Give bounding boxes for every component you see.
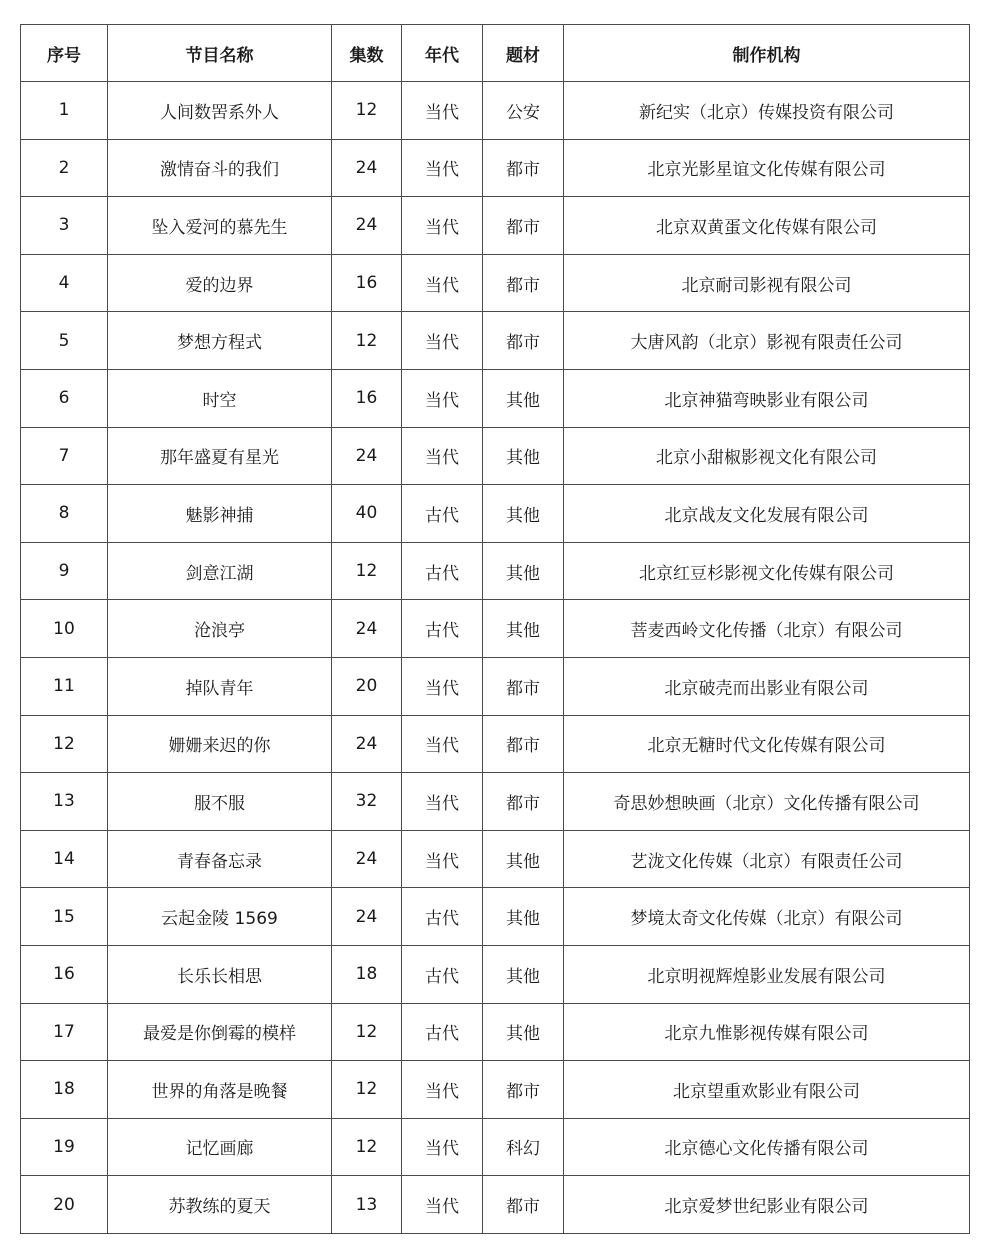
cell-index: 11 [21, 657, 108, 715]
cell-era: 古代 [402, 1003, 483, 1061]
table-row [21, 485, 970, 543]
cell-title: 最爱是你倒霉的模样 [108, 1003, 332, 1061]
header-episodes: 集数 [332, 25, 402, 82]
cell-genre: 其他 [483, 1003, 564, 1061]
table-row [21, 312, 970, 370]
cell-index: 16 [21, 945, 108, 1003]
cell-genre: 科幻 [483, 1118, 564, 1176]
cell-genre: 都市 [483, 197, 564, 255]
table-row [21, 197, 970, 255]
cell-genre: 其他 [483, 369, 564, 427]
cell-title: 爱的边界 [108, 254, 332, 312]
cell-index: 13 [21, 773, 108, 831]
cell-era: 当代 [402, 139, 483, 197]
cell-producer: 北京爱梦世纪影业有限公司 [564, 1176, 970, 1234]
cell-index: 10 [21, 600, 108, 658]
cell-episodes: 12 [332, 82, 402, 140]
cell-genre: 其他 [483, 542, 564, 600]
cell-title: 那年盛夏有星光 [108, 427, 332, 485]
table-row [21, 1176, 970, 1234]
cell-era: 当代 [402, 312, 483, 370]
cell-producer: 新纪实（北京）传媒投资有限公司 [564, 82, 970, 140]
cell-title: 苏教练的夏天 [108, 1176, 332, 1234]
cell-title: 长乐长相思 [108, 945, 332, 1003]
cell-episodes: 12 [332, 1118, 402, 1176]
cell-era: 当代 [402, 197, 483, 255]
cell-producer: 北京破壳而出影业有限公司 [564, 657, 970, 715]
table-row [21, 888, 970, 946]
table-body [21, 82, 970, 1234]
cell-producer: 北京红豆杉影视文化传媒有限公司 [564, 542, 970, 600]
cell-era: 当代 [402, 254, 483, 312]
header-era: 年代 [402, 25, 483, 82]
cell-producer: 北京望重欢影业有限公司 [564, 1061, 970, 1119]
cell-title: 青春备忘录 [108, 830, 332, 888]
cell-genre: 其他 [483, 888, 564, 946]
table-row [21, 600, 970, 658]
cell-title: 剑意江湖 [108, 542, 332, 600]
cell-producer: 北京明视辉煌影业发展有限公司 [564, 945, 970, 1003]
cell-episodes: 13 [332, 1176, 402, 1234]
cell-producer: 北京九惟影视传媒有限公司 [564, 1003, 970, 1061]
cell-title: 魅影神捕 [108, 485, 332, 543]
cell-era: 古代 [402, 600, 483, 658]
table-row [21, 1003, 970, 1061]
table-row [21, 715, 970, 773]
cell-era: 当代 [402, 830, 483, 888]
table-row [21, 657, 970, 715]
header-index: 序号 [21, 25, 108, 82]
cell-index: 12 [21, 715, 108, 773]
cell-era: 当代 [402, 715, 483, 773]
cell-title: 姗姗来迟的你 [108, 715, 332, 773]
cell-genre: 都市 [483, 139, 564, 197]
cell-genre: 都市 [483, 657, 564, 715]
cell-index: 18 [21, 1061, 108, 1119]
cell-episodes: 24 [332, 427, 402, 485]
cell-producer: 北京无糖时代文化传媒有限公司 [564, 715, 970, 773]
cell-producer: 艺泷文化传媒（北京）有限责任公司 [564, 830, 970, 888]
cell-producer: 北京双黄蛋文化传媒有限公司 [564, 197, 970, 255]
cell-genre: 都市 [483, 773, 564, 831]
cell-title: 世界的角落是晚餐 [108, 1061, 332, 1119]
cell-title: 掉队青年 [108, 657, 332, 715]
cell-episodes: 24 [332, 600, 402, 658]
table-row [21, 773, 970, 831]
cell-index: 6 [21, 369, 108, 427]
cell-producer: 梦境太奇文化传媒（北京）有限公司 [564, 888, 970, 946]
cell-producer: 北京战友文化发展有限公司 [564, 485, 970, 543]
header-producer: 制作机构 [564, 25, 970, 82]
cell-episodes: 12 [332, 542, 402, 600]
cell-title: 时空 [108, 369, 332, 427]
cell-era: 当代 [402, 1176, 483, 1234]
cell-episodes: 24 [332, 830, 402, 888]
cell-episodes: 24 [332, 715, 402, 773]
cell-index: 5 [21, 312, 108, 370]
cell-era: 当代 [402, 427, 483, 485]
cell-episodes: 24 [332, 139, 402, 197]
cell-producer: 大唐风韵（北京）影视有限责任公司 [564, 312, 970, 370]
cell-genre: 都市 [483, 1176, 564, 1234]
cell-index: 19 [21, 1118, 108, 1176]
table-header-row [21, 25, 970, 82]
table-row [21, 427, 970, 485]
cell-index: 9 [21, 542, 108, 600]
cell-era: 当代 [402, 1061, 483, 1119]
program-registry-table [20, 24, 970, 1234]
cell-index: 2 [21, 139, 108, 197]
cell-genre: 其他 [483, 485, 564, 543]
cell-title: 坠入爱河的慕先生 [108, 197, 332, 255]
cell-era: 当代 [402, 773, 483, 831]
cell-genre: 其他 [483, 830, 564, 888]
cell-episodes: 24 [332, 888, 402, 946]
cell-index: 1 [21, 82, 108, 140]
cell-episodes: 12 [332, 312, 402, 370]
cell-episodes: 16 [332, 369, 402, 427]
cell-title: 记忆画廊 [108, 1118, 332, 1176]
cell-genre: 都市 [483, 1061, 564, 1119]
table-row [21, 945, 970, 1003]
table-row [21, 830, 970, 888]
cell-episodes: 16 [332, 254, 402, 312]
cell-index: 7 [21, 427, 108, 485]
table-row [21, 1118, 970, 1176]
header-title: 节目名称 [108, 25, 332, 82]
cell-genre: 其他 [483, 600, 564, 658]
cell-era: 当代 [402, 1118, 483, 1176]
cell-genre: 其他 [483, 945, 564, 1003]
cell-episodes: 12 [332, 1003, 402, 1061]
cell-genre: 都市 [483, 715, 564, 773]
table-row [21, 82, 970, 140]
cell-producer: 奇思妙想映画（北京）文化传播有限公司 [564, 773, 970, 831]
cell-producer: 北京光影星谊文化传媒有限公司 [564, 139, 970, 197]
cell-producer: 菩麦西岭文化传播（北京）有限公司 [564, 600, 970, 658]
cell-index: 14 [21, 830, 108, 888]
cell-producer: 北京德心文化传播有限公司 [564, 1118, 970, 1176]
cell-index: 17 [21, 1003, 108, 1061]
cell-title: 云起金陵 1569 [108, 888, 332, 946]
cell-index: 15 [21, 888, 108, 946]
cell-episodes: 12 [332, 1061, 402, 1119]
cell-era: 当代 [402, 657, 483, 715]
cell-index: 4 [21, 254, 108, 312]
cell-episodes: 24 [332, 197, 402, 255]
cell-episodes: 18 [332, 945, 402, 1003]
header-genre: 题材 [483, 25, 564, 82]
cell-producer: 北京耐司影视有限公司 [564, 254, 970, 312]
cell-era: 古代 [402, 485, 483, 543]
cell-title: 激情奋斗的我们 [108, 139, 332, 197]
cell-index: 20 [21, 1176, 108, 1234]
cell-title: 沧浪亭 [108, 600, 332, 658]
cell-title: 梦想方程式 [108, 312, 332, 370]
cell-era: 当代 [402, 82, 483, 140]
table-row [21, 542, 970, 600]
cell-episodes: 40 [332, 485, 402, 543]
cell-title: 人间数罟系外人 [108, 82, 332, 140]
cell-genre: 公安 [483, 82, 564, 140]
cell-era: 古代 [402, 888, 483, 946]
table-row [21, 369, 970, 427]
table-row [21, 139, 970, 197]
cell-producer: 北京神猫弯映影业有限公司 [564, 369, 970, 427]
cell-genre: 都市 [483, 312, 564, 370]
cell-episodes: 20 [332, 657, 402, 715]
cell-era: 古代 [402, 945, 483, 1003]
cell-era: 古代 [402, 542, 483, 600]
cell-genre: 其他 [483, 427, 564, 485]
cell-genre: 都市 [483, 254, 564, 312]
cell-episodes: 32 [332, 773, 402, 831]
table-row [21, 254, 970, 312]
cell-title: 服不服 [108, 773, 332, 831]
cell-index: 8 [21, 485, 108, 543]
cell-producer: 北京小甜椒影视文化有限公司 [564, 427, 970, 485]
cell-era: 当代 [402, 369, 483, 427]
table-row [21, 1061, 970, 1119]
cell-index: 3 [21, 197, 108, 255]
